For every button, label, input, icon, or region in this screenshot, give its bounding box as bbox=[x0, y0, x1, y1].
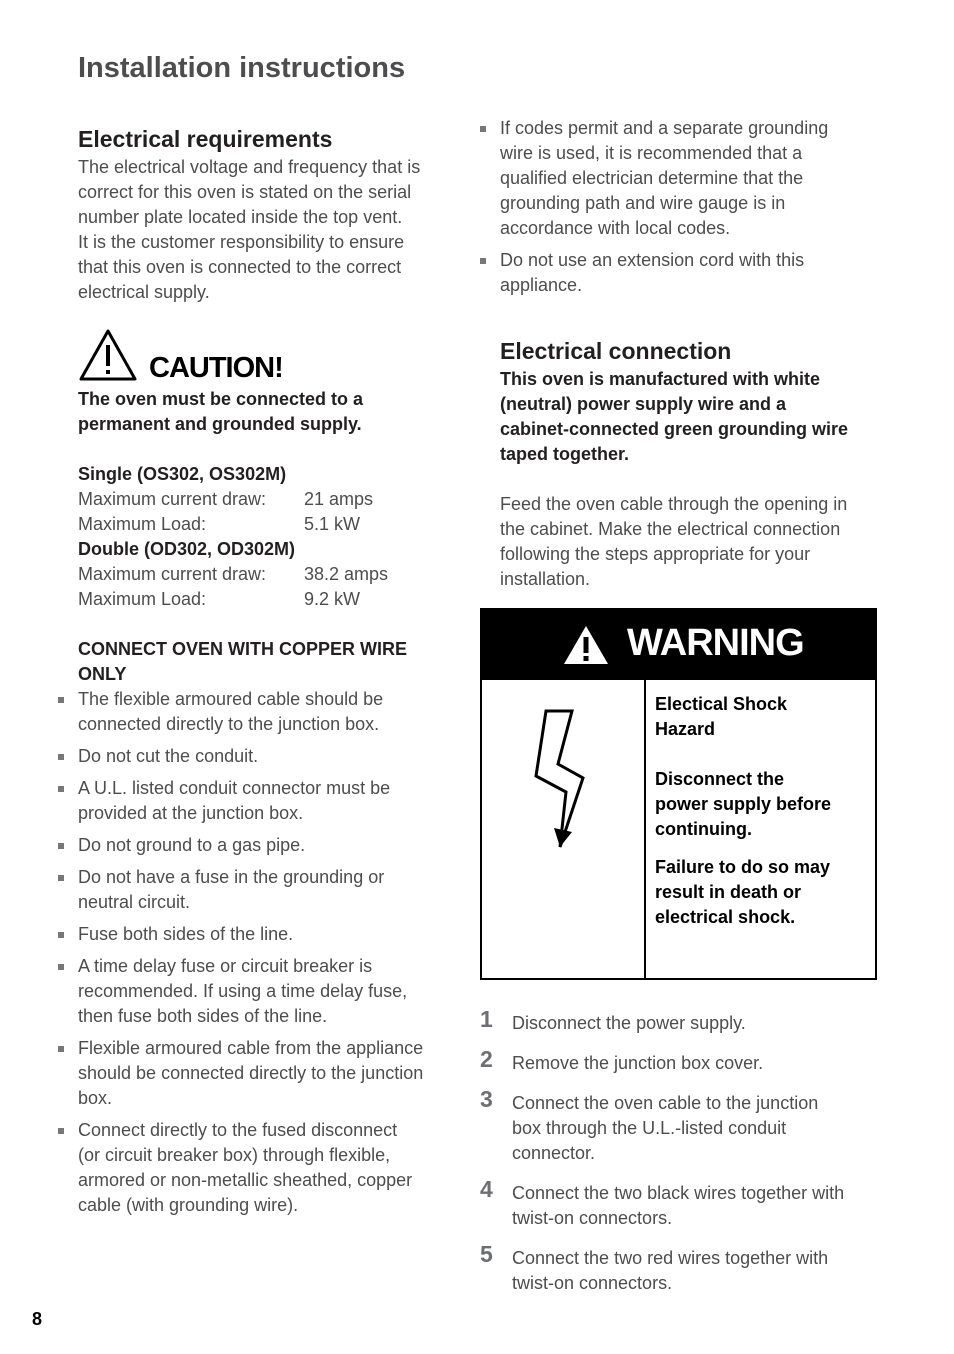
list-item bbox=[78, 833, 458, 858]
steps-list bbox=[480, 1006, 892, 1311]
spec-row bbox=[78, 562, 458, 587]
electrical-connection-bold-text bbox=[500, 367, 890, 467]
list-item bbox=[78, 687, 458, 737]
bullet-icon bbox=[58, 697, 64, 703]
page-number: 8 bbox=[32, 1309, 43, 1329]
text-line: provided at the junction box. bbox=[78, 803, 304, 823]
text-line: installation. bbox=[500, 569, 591, 589]
list-item bbox=[78, 776, 458, 826]
spec-label: Maximum Load: bbox=[78, 514, 207, 534]
text-line: permanent and grounded supply. bbox=[78, 414, 362, 434]
caution-label: CAUTION! bbox=[149, 352, 283, 384]
text-line: wire is used, it is recommended that a bbox=[500, 143, 803, 163]
text-line: The flexible armoured cable should be bbox=[78, 689, 384, 709]
text-line: Connect directly to the fused disconnect bbox=[78, 1120, 398, 1140]
list-item bbox=[480, 1006, 892, 1036]
spec-value: 38.2 amps bbox=[304, 564, 389, 584]
spec-value: 5.1 kW bbox=[304, 514, 361, 534]
lightning-bolt-icon bbox=[532, 708, 588, 853]
warning-box bbox=[480, 608, 877, 980]
text-line: CONNECT OVEN WITH COPPER WIRE bbox=[78, 639, 408, 659]
bullet-icon bbox=[58, 1046, 64, 1052]
text-line: twist-on connectors. bbox=[512, 1208, 673, 1228]
electrical-connection-heading: Electrical connection bbox=[500, 338, 732, 364]
bullet-icon bbox=[58, 786, 64, 792]
text-line: correct for this oven is stated on the serial bbox=[78, 182, 412, 202]
list-item bbox=[78, 954, 458, 1029]
spec-row bbox=[78, 512, 458, 537]
text-line: A U.L. listed conduit connector must be bbox=[78, 778, 391, 798]
list-item bbox=[78, 744, 458, 769]
spec-row bbox=[78, 487, 458, 512]
spec-value: 21 amps bbox=[304, 489, 374, 509]
text-line: Do not have a fuse in the grounding or bbox=[78, 867, 385, 887]
spacer bbox=[655, 842, 865, 855]
text-line: armored or non-metallic sheathed, copper bbox=[78, 1170, 413, 1190]
bullet-icon bbox=[58, 964, 64, 970]
text-line: following the steps appropriate for your bbox=[500, 544, 811, 564]
list-item bbox=[500, 116, 890, 241]
text-line: Flexible armoured cable from the appliance bbox=[78, 1038, 424, 1058]
text-line: appliance. bbox=[500, 275, 583, 295]
caution-triangle-icon bbox=[78, 328, 138, 382]
list-item bbox=[480, 1241, 892, 1296]
text-line: electrical shock. bbox=[655, 907, 796, 927]
text-line: then fuse both sides of the line. bbox=[78, 1006, 328, 1026]
page-title: Installation instructions bbox=[78, 52, 406, 84]
copper-bullet-list bbox=[78, 687, 458, 1225]
electrical-requirements-text bbox=[78, 155, 458, 305]
text-line: the cabinet. Make the electrical connection bbox=[500, 519, 841, 539]
text-line: recommended. If using a time delay fuse, bbox=[78, 981, 408, 1001]
warning-divider bbox=[644, 680, 646, 978]
single-heading: Single (OS302, OS302M) bbox=[78, 464, 287, 484]
text-line: should be connected directly to the junction bbox=[78, 1063, 424, 1083]
text-line: number plate located inside the top vent. bbox=[78, 207, 403, 227]
list-item bbox=[500, 248, 890, 298]
text-line: Remove the junction box cover. bbox=[512, 1053, 764, 1073]
list-item bbox=[78, 865, 458, 915]
spacer bbox=[655, 742, 865, 767]
text-line: This oven is manufactured with white bbox=[500, 369, 821, 389]
bullet-icon bbox=[58, 875, 64, 881]
grounding-bullet-list bbox=[500, 116, 890, 305]
text-line: connected directly to the junction box. bbox=[78, 714, 380, 734]
text-line: twist-on connectors. bbox=[512, 1273, 673, 1293]
text-line: Disconnect the bbox=[655, 769, 785, 789]
step-number: 4 bbox=[480, 1176, 493, 1202]
bullet-icon bbox=[58, 932, 64, 938]
text-line: power supply before bbox=[655, 794, 832, 814]
text-line: (or circuit breaker box) through flexible, bbox=[78, 1145, 391, 1165]
text-line: Connect the oven cable to the junction bbox=[512, 1093, 819, 1113]
text-line: connector. bbox=[512, 1143, 596, 1163]
step-number: 3 bbox=[480, 1086, 493, 1112]
warning-text bbox=[655, 692, 865, 930]
text-line: Connect the two black wires together with bbox=[512, 1183, 845, 1203]
text-line: It is the customer responsibility to ensure bbox=[78, 232, 405, 252]
text-line: taped together. bbox=[500, 444, 630, 464]
step-number: 5 bbox=[480, 1241, 493, 1267]
text-line: Failure to do so may bbox=[655, 857, 831, 877]
electrical-requirements-heading: Electrical requirements bbox=[78, 126, 333, 152]
text-line: neutral circuit. bbox=[78, 892, 191, 912]
text-line: result in death or bbox=[655, 882, 802, 902]
text-line: Electical Shock bbox=[655, 694, 788, 714]
text-line: Fuse both sides of the line. bbox=[78, 924, 294, 944]
list-item bbox=[78, 922, 458, 947]
text-line: The oven must be connected to a bbox=[78, 389, 364, 409]
text-line: box. bbox=[78, 1088, 113, 1108]
text-line: If codes permit and a separate grounding bbox=[500, 118, 829, 138]
text-line: cabinet-connected green grounding wire bbox=[500, 419, 849, 439]
text-line: electrical supply. bbox=[78, 282, 210, 302]
text-line: box through the U.L.-listed conduit bbox=[512, 1118, 787, 1138]
list-item bbox=[480, 1086, 892, 1166]
list-item bbox=[78, 1118, 458, 1218]
electrical-connection-text bbox=[500, 492, 890, 592]
text-line: Do not use an extension cord with this bbox=[500, 250, 805, 270]
bullet-icon bbox=[480, 258, 486, 264]
warning-triangle-icon bbox=[562, 624, 610, 666]
text-line: Connect the two red wires together with bbox=[512, 1248, 829, 1268]
list-item bbox=[480, 1176, 892, 1231]
warning-header bbox=[482, 610, 875, 680]
text-line: Disconnect the power supply. bbox=[512, 1013, 746, 1033]
list-item bbox=[78, 1036, 458, 1111]
bullet-icon bbox=[58, 843, 64, 849]
text-line: ONLY bbox=[78, 664, 127, 684]
text-line: Feed the oven cable through the opening in bbox=[500, 494, 848, 514]
specs-block bbox=[78, 462, 458, 612]
spec-label: Maximum current draw: bbox=[78, 489, 267, 509]
spec-row bbox=[78, 587, 458, 612]
text-line: (neutral) power supply wire and a bbox=[500, 394, 787, 414]
text-line: Hazard bbox=[655, 719, 716, 739]
spec-label: Maximum Load: bbox=[78, 589, 207, 609]
text-line: continuing. bbox=[655, 819, 752, 839]
caution-message bbox=[78, 387, 458, 437]
spec-label: Maximum current draw: bbox=[78, 564, 267, 584]
bullet-icon bbox=[58, 1128, 64, 1134]
step-number: 2 bbox=[480, 1046, 493, 1072]
text-line: cable (with grounding wire). bbox=[78, 1195, 299, 1215]
text-line: grounding path and wire gauge is in bbox=[500, 193, 786, 213]
list-item bbox=[480, 1046, 892, 1076]
text-line: Do not ground to a gas pipe. bbox=[78, 835, 306, 855]
copper-heading bbox=[78, 637, 458, 687]
text-line: that this oven is connected to the correct bbox=[78, 257, 402, 277]
bullet-icon bbox=[58, 754, 64, 760]
text-line: accordance with local codes. bbox=[500, 218, 731, 238]
double-heading: Double (OD302, OD302M) bbox=[78, 539, 296, 559]
text-line: qualified electrician determine that the bbox=[500, 168, 804, 188]
step-number: 1 bbox=[480, 1006, 493, 1032]
text-line: Do not cut the conduit. bbox=[78, 746, 259, 766]
bullet-icon bbox=[480, 126, 486, 132]
text-line: A time delay fuse or circuit breaker is bbox=[78, 956, 373, 976]
text-line: The electrical voltage and frequency that is bbox=[78, 157, 421, 177]
warning-label: WARNING bbox=[627, 622, 804, 664]
spec-value: 9.2 kW bbox=[304, 589, 361, 609]
